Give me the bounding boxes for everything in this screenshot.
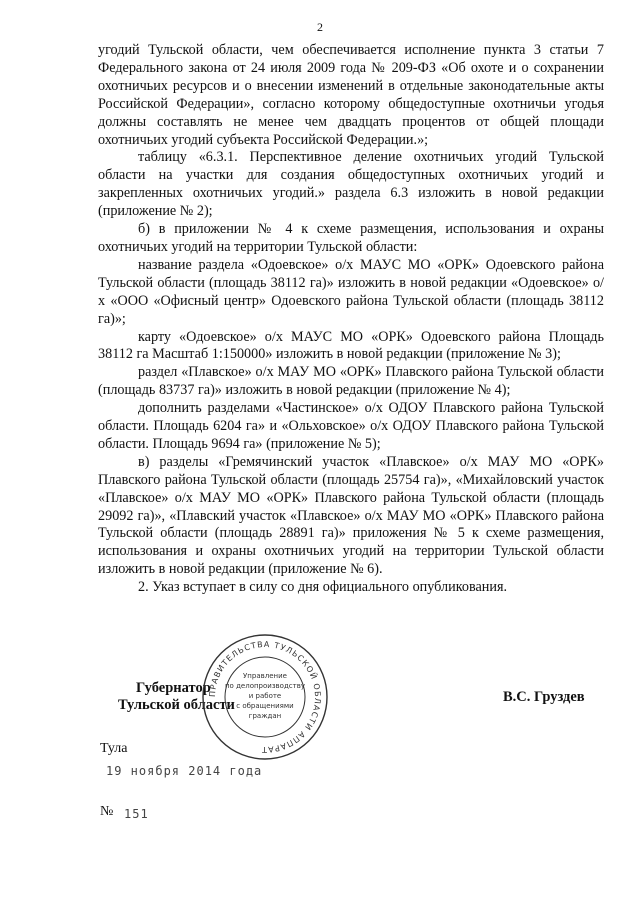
number-label: № bbox=[100, 804, 114, 819]
date: 19 ноября 2014 года bbox=[106, 764, 263, 778]
paragraph: угодий Тульской области, чем обеспечивается исполнение пункта 3 статьи 7 Федерального закона от 24 июля 2009 года № 209-ФЗ «Об охоте и о сохранении охотничьих ресурсов и о внесении изменений в отдельные законодательные акты Российской Федерации», согласно которому общедоступные охотничьи угодья должны составлять не менее чем двадцать процентов от общей площади охотничьих угодий субъекта Российской Федерации.»; bbox=[98, 42, 604, 148]
place: Тула bbox=[100, 741, 128, 756]
signatory-title-line2: Тульской области bbox=[118, 697, 235, 713]
stamp-line: с обращениями bbox=[236, 702, 294, 710]
paragraph: раздел «Плавское» о/х МАУ МО «ОРК» Плавского района Тульской области (площадь 83737 га)» изложить в новой редакции (приложение № 4); bbox=[98, 364, 604, 399]
paragraph: б) в приложении № 4 к схеме размещения, использования и охраны охотничьих угодий на территории Тульской области: bbox=[98, 221, 604, 255]
stamp-line: Управление bbox=[243, 672, 287, 680]
stamp-line: граждан bbox=[248, 712, 282, 720]
paragraph: карту «Одоевское» о/х МАУС МО «ОРК» Одоевского района Площадь 38112 га Масштаб 1:150000» изложить в новой редакции (приложение № 3); bbox=[98, 328, 604, 363]
stamp-line: и работе bbox=[248, 692, 282, 700]
paragraph: таблицу «6.3.1. Перспективное деление охотничьих угодий Тульской области на участки для создания общедоступных охотничьих угодий и закрепленных охотничьих угодий.» раздела 6.3 изложить в новой редакции (приложение № 2); bbox=[98, 149, 604, 220]
paragraph: в) разделы «Гремячинский участок «Плавское» о/х МАУ МО «ОРК» Плавского района Тульской области (площадь 25754 га)», «Михайловский участок «Плавское» о/х МАУ МО «ОРК» Плавского района Тульской области (площадь 29092 га)», «Плавский участок «Плавское» о/х МАУ МО «ОРК» Плавского района Тульской области (площадь 28891 га)» приложения № 5 к схеме размещения, использования и охраны охотничьих угодий на территории Тульской области изложить в новой редакции (приложение № 6). bbox=[98, 453, 604, 578]
signatory-name: В.С. Груздев bbox=[503, 689, 585, 705]
stamp-line: по делопроизводству bbox=[224, 682, 306, 690]
stamp-ring-text: ПРАВИТЕЛЬСТВА ТУЛЬСКОЙ ОБЛАСТИ АППАРАТ bbox=[207, 639, 323, 755]
paragraph: 2. Указ вступает в силу со дня официального опубликования. bbox=[138, 579, 508, 596]
document-body bbox=[98, 42, 604, 597]
page-number: 2 bbox=[317, 20, 323, 34]
signatory-title-line1: Губернатор bbox=[136, 680, 211, 696]
paragraph: дополнить разделами «Частинское» о/х ОДОУ Плавского района Тульской области. Площадь 6204 га» и «Ольховское» о/х ОДОУ Плавского района Тульской области. Площадь 9694 га» (приложение № 5); bbox=[98, 400, 604, 452]
document-number: 151 bbox=[124, 807, 149, 821]
official-stamp bbox=[200, 632, 330, 762]
paragraph: название раздела «Одоевское» о/х МАУС МО «ОРК» Одоевского района Тульской области (площадь 38112 га)» изложить в новой редакции «Одоевское» о/х «ООО «Офисный центр» Одоевского района Тульской области (площадь 38112 га)»; bbox=[98, 256, 604, 327]
